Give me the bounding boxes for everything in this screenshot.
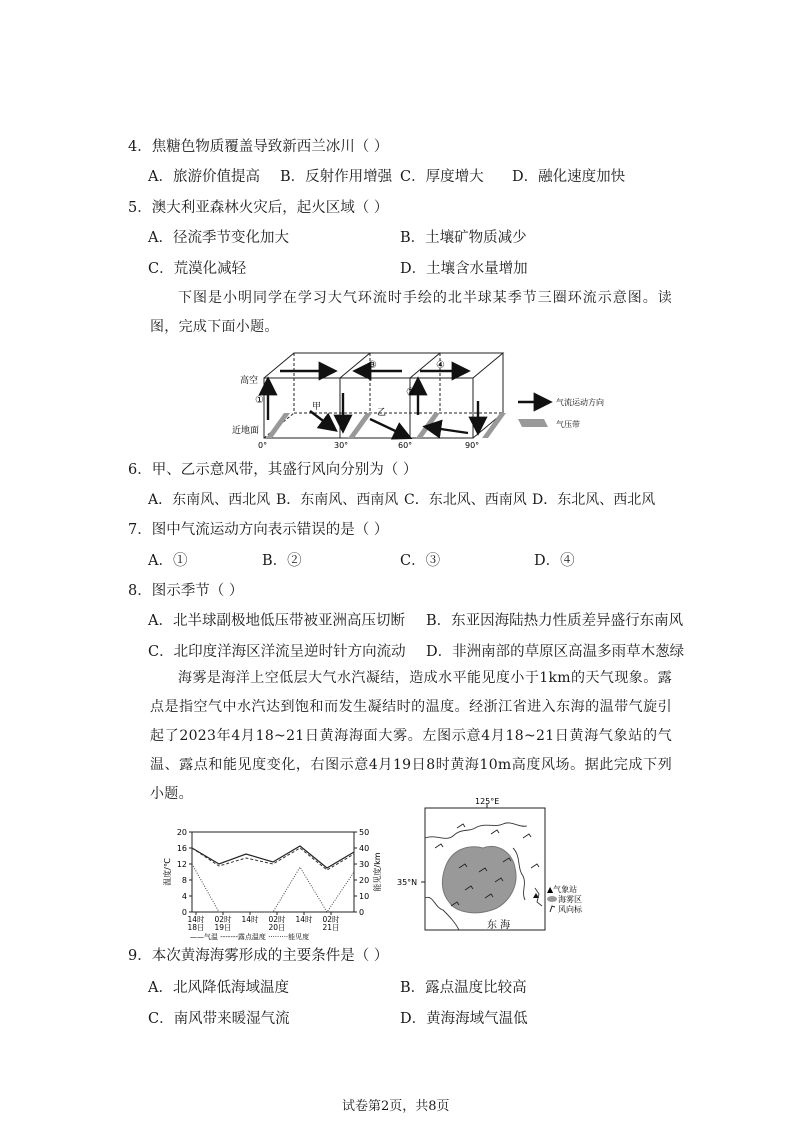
q5-option-b: B．土壤矿物质减少	[400, 230, 527, 246]
y-left-tick-label: 8	[181, 876, 187, 885]
y-right-tick-label: 0	[359, 908, 365, 917]
q6-option-b: B．东南风、西南风	[276, 492, 399, 508]
question-6-stem: 6．甲、乙示意风带，其盛行风向分别为（ ）	[128, 462, 418, 478]
q8-option-d: D．非洲南部的草原区高温多雨草木葱绿	[426, 644, 685, 660]
fog-weather-chart	[160, 822, 400, 942]
question-5-stem: 5．澳大利亚森林火灾后，起火区域（ ）	[128, 200, 389, 216]
y-right-axis-label: 能见度/km	[373, 852, 382, 892]
q5-option-a: A．径流季节变化加大	[148, 230, 289, 246]
x-tick-label: 14时	[187, 915, 205, 924]
y-left-tick-label: 16	[176, 844, 187, 853]
circled-4: ④	[436, 360, 445, 371]
chart-legend: ——气温 -------露点温度 ·········能见度	[190, 933, 310, 941]
legend-station: ▲气象站	[547, 885, 578, 894]
chart-plot-frame	[192, 832, 354, 912]
high-altitude-label: 高空	[240, 376, 259, 386]
lat-90: 90°	[465, 441, 480, 450]
y-left-tick-label: 4	[181, 892, 187, 901]
y-right-tick-label: 50	[359, 828, 370, 837]
intro-paragraph-1: 下图是小明同学在学习大气环流时手绘的北半球某季节三圈环流示意图。读图，完成下面小题。	[150, 290, 672, 335]
x-tick-label: 02时	[322, 915, 340, 924]
question-4-stem: 4．焦糖色物质覆盖导致新西兰冰川（ ）	[128, 139, 389, 155]
question-7-stem: 7．图中气流运动方向表示错误的是（ ）	[128, 522, 389, 538]
q4-option-a: A．旅游价值提高	[148, 169, 260, 185]
legend-wind-barb: 风向标	[558, 905, 582, 914]
q8-option-c: C．北印度洋海区洋流呈逆时针方向流动	[148, 644, 406, 660]
x-tick-date: 20日	[268, 923, 286, 932]
y-right-tick-label: 20	[359, 876, 370, 885]
wind-yi-label: 乙	[377, 408, 387, 418]
q9-option-a: A．北风降低海域温度	[148, 980, 289, 996]
q7-option-c: C．③	[400, 553, 441, 569]
q6-option-a: A．东南风、西北风	[148, 492, 271, 508]
q8-option-a: A．北半球副极地低压带被亚洲高压切断	[148, 613, 405, 629]
series-line-1	[192, 846, 354, 868]
y-right-tick-label: 40	[359, 844, 370, 853]
longitude-label: 125°E	[475, 798, 500, 806]
q8-option-b: B．东亚因海陆热力性质差异盛行东南风	[426, 613, 684, 629]
lat-0: 0°	[258, 441, 268, 450]
circled-3: ③	[368, 360, 377, 371]
q4-option-c: C．厚度增大	[400, 169, 484, 185]
q5-option-d: D．土壤含水量增加	[400, 261, 528, 277]
x-tick-date: 19日	[214, 923, 232, 932]
q9-option-d: D．黄海海域气温低	[400, 1011, 528, 1027]
lat-30: 30°	[334, 441, 349, 450]
x-tick-label: 14时	[295, 915, 313, 924]
lat-60: 60°	[398, 441, 413, 450]
wind-field-map	[395, 798, 655, 938]
q7-option-b: B．②	[262, 553, 302, 569]
y-right-tick-label: 10	[359, 892, 370, 901]
wind-jia-label: 甲	[312, 402, 322, 412]
q9-option-b: B．露点温度比较高	[400, 980, 527, 996]
ground-label: 近地面	[232, 426, 260, 436]
q6-option-d: D．东北风、西北风	[532, 492, 656, 508]
circled-2: ②	[406, 387, 415, 398]
latitude-label: 35°N	[397, 878, 418, 887]
q7-option-a: A．①	[148, 553, 188, 569]
circled-1: ①	[255, 395, 264, 406]
x-tick-label: 02时	[214, 915, 232, 924]
series-line-3	[192, 864, 354, 912]
q7-option-d: D．④	[534, 553, 575, 569]
sea-label: 东 海	[487, 920, 511, 931]
question-9-stem: 9．本次黄海海雾形成的主要条件是（ ）	[128, 948, 389, 964]
x-tick-date: 18日	[187, 923, 205, 932]
y-left-tick-label: 0	[181, 908, 187, 917]
y-left-tick-label: 20	[176, 828, 187, 837]
y-right-tick-label: 30	[359, 860, 370, 869]
y-left-axis-label: 温度/℃	[163, 858, 172, 886]
q4-option-d: D．融化速度加快	[512, 169, 626, 185]
y-left-tick-label: 12	[176, 860, 187, 869]
circulation-diagram	[230, 345, 610, 450]
intro-paragraph-2: 海雾是海洋上空低层大气水汽凝结，造成水平能见度小于1km的天气现象。露点是指空气中水汽达到饱和而发生凝结时的温度。经浙江省进入东海的温带气旋引起了2023年4月18~21日黄海海面大雾。左图示意4月18~21日黄海气象站的气温、露点和能见度变化，右图示意4月19日8时黄海10m高度风场。据此完成下列小题。	[150, 670, 672, 802]
q5-option-c: C．荒漠化减轻	[148, 261, 247, 277]
question-8-stem: 8．图示季节（ ）	[128, 583, 244, 599]
q6-option-c: C．东北风、西南风	[404, 492, 527, 508]
legend-fog-area: 海雾区	[558, 895, 582, 904]
x-tick-date: 21日	[322, 923, 340, 932]
legend-belt-label: 气压带	[556, 420, 580, 429]
q9-option-c: C．南风带来暖湿气流	[148, 1011, 290, 1027]
page-footer: 试卷第2页，共8页	[342, 1099, 450, 1114]
legend-arrow-label: 气流运动方向	[556, 398, 604, 407]
q4-option-b: B．反射作用增强	[280, 169, 393, 185]
x-tick-label: 14时	[241, 915, 259, 924]
x-tick-label: 02时	[268, 915, 286, 924]
